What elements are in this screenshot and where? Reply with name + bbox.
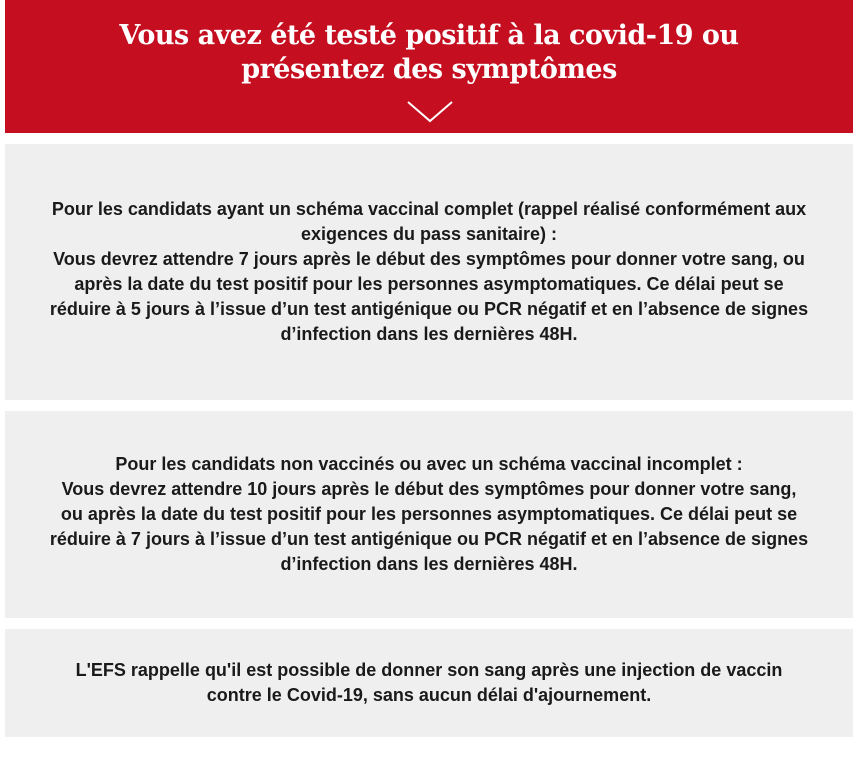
info-card-fully-vaccinated	[5, 144, 853, 400]
page-title	[79, 19, 779, 87]
accordion-section	[5, 0, 853, 705]
card-body: Vous devrez attendre 10 jours après le début des symptômes pour donner votre sang, ou après la date du test positif pour les personnes asymptomatiques. Ce délai peut se réduire à 7 jours à l’issue d’un test antigénique ou PCR négatif et en l’absence de signes d’infection dans les dernières 48H.	[49, 479, 809, 574]
title-line-1: Vous avez été testé positif à la covid-19 ou	[119, 20, 739, 51]
card-body: L'EFS rappelle qu'il est possible de donner son sang après une injection de vaccin contre le Covid-19, sans aucun délai d'ajournement.	[75, 660, 783, 705]
card-heading: Pour les candidats non vaccinés ou avec un schéma vaccinal incomplet :	[115, 454, 743, 474]
card-body: Vous devrez attendre 7 jours après le début des symptômes pour donner votre sang, ou après la date du test positif pour les personnes asymptomatiques. Ce délai peut se réduire à 5 jours à l’issue d’un test antigénique ou PCR négatif et en l’absence de signes d’infection dans les dernières 48H.	[49, 249, 809, 344]
chevron-down-icon[interactable]	[407, 100, 453, 124]
info-card-not-vaccinated	[5, 411, 853, 618]
info-card-efs-reminder	[5, 629, 853, 737]
accordion-header[interactable]	[5, 0, 853, 133]
title-line-2: présentez des symptômes	[241, 54, 617, 85]
card-heading: Pour les candidats ayant un schéma vaccinal complet (rappel réalisé conformément aux exigences du pass sanitaire) :	[51, 199, 807, 244]
